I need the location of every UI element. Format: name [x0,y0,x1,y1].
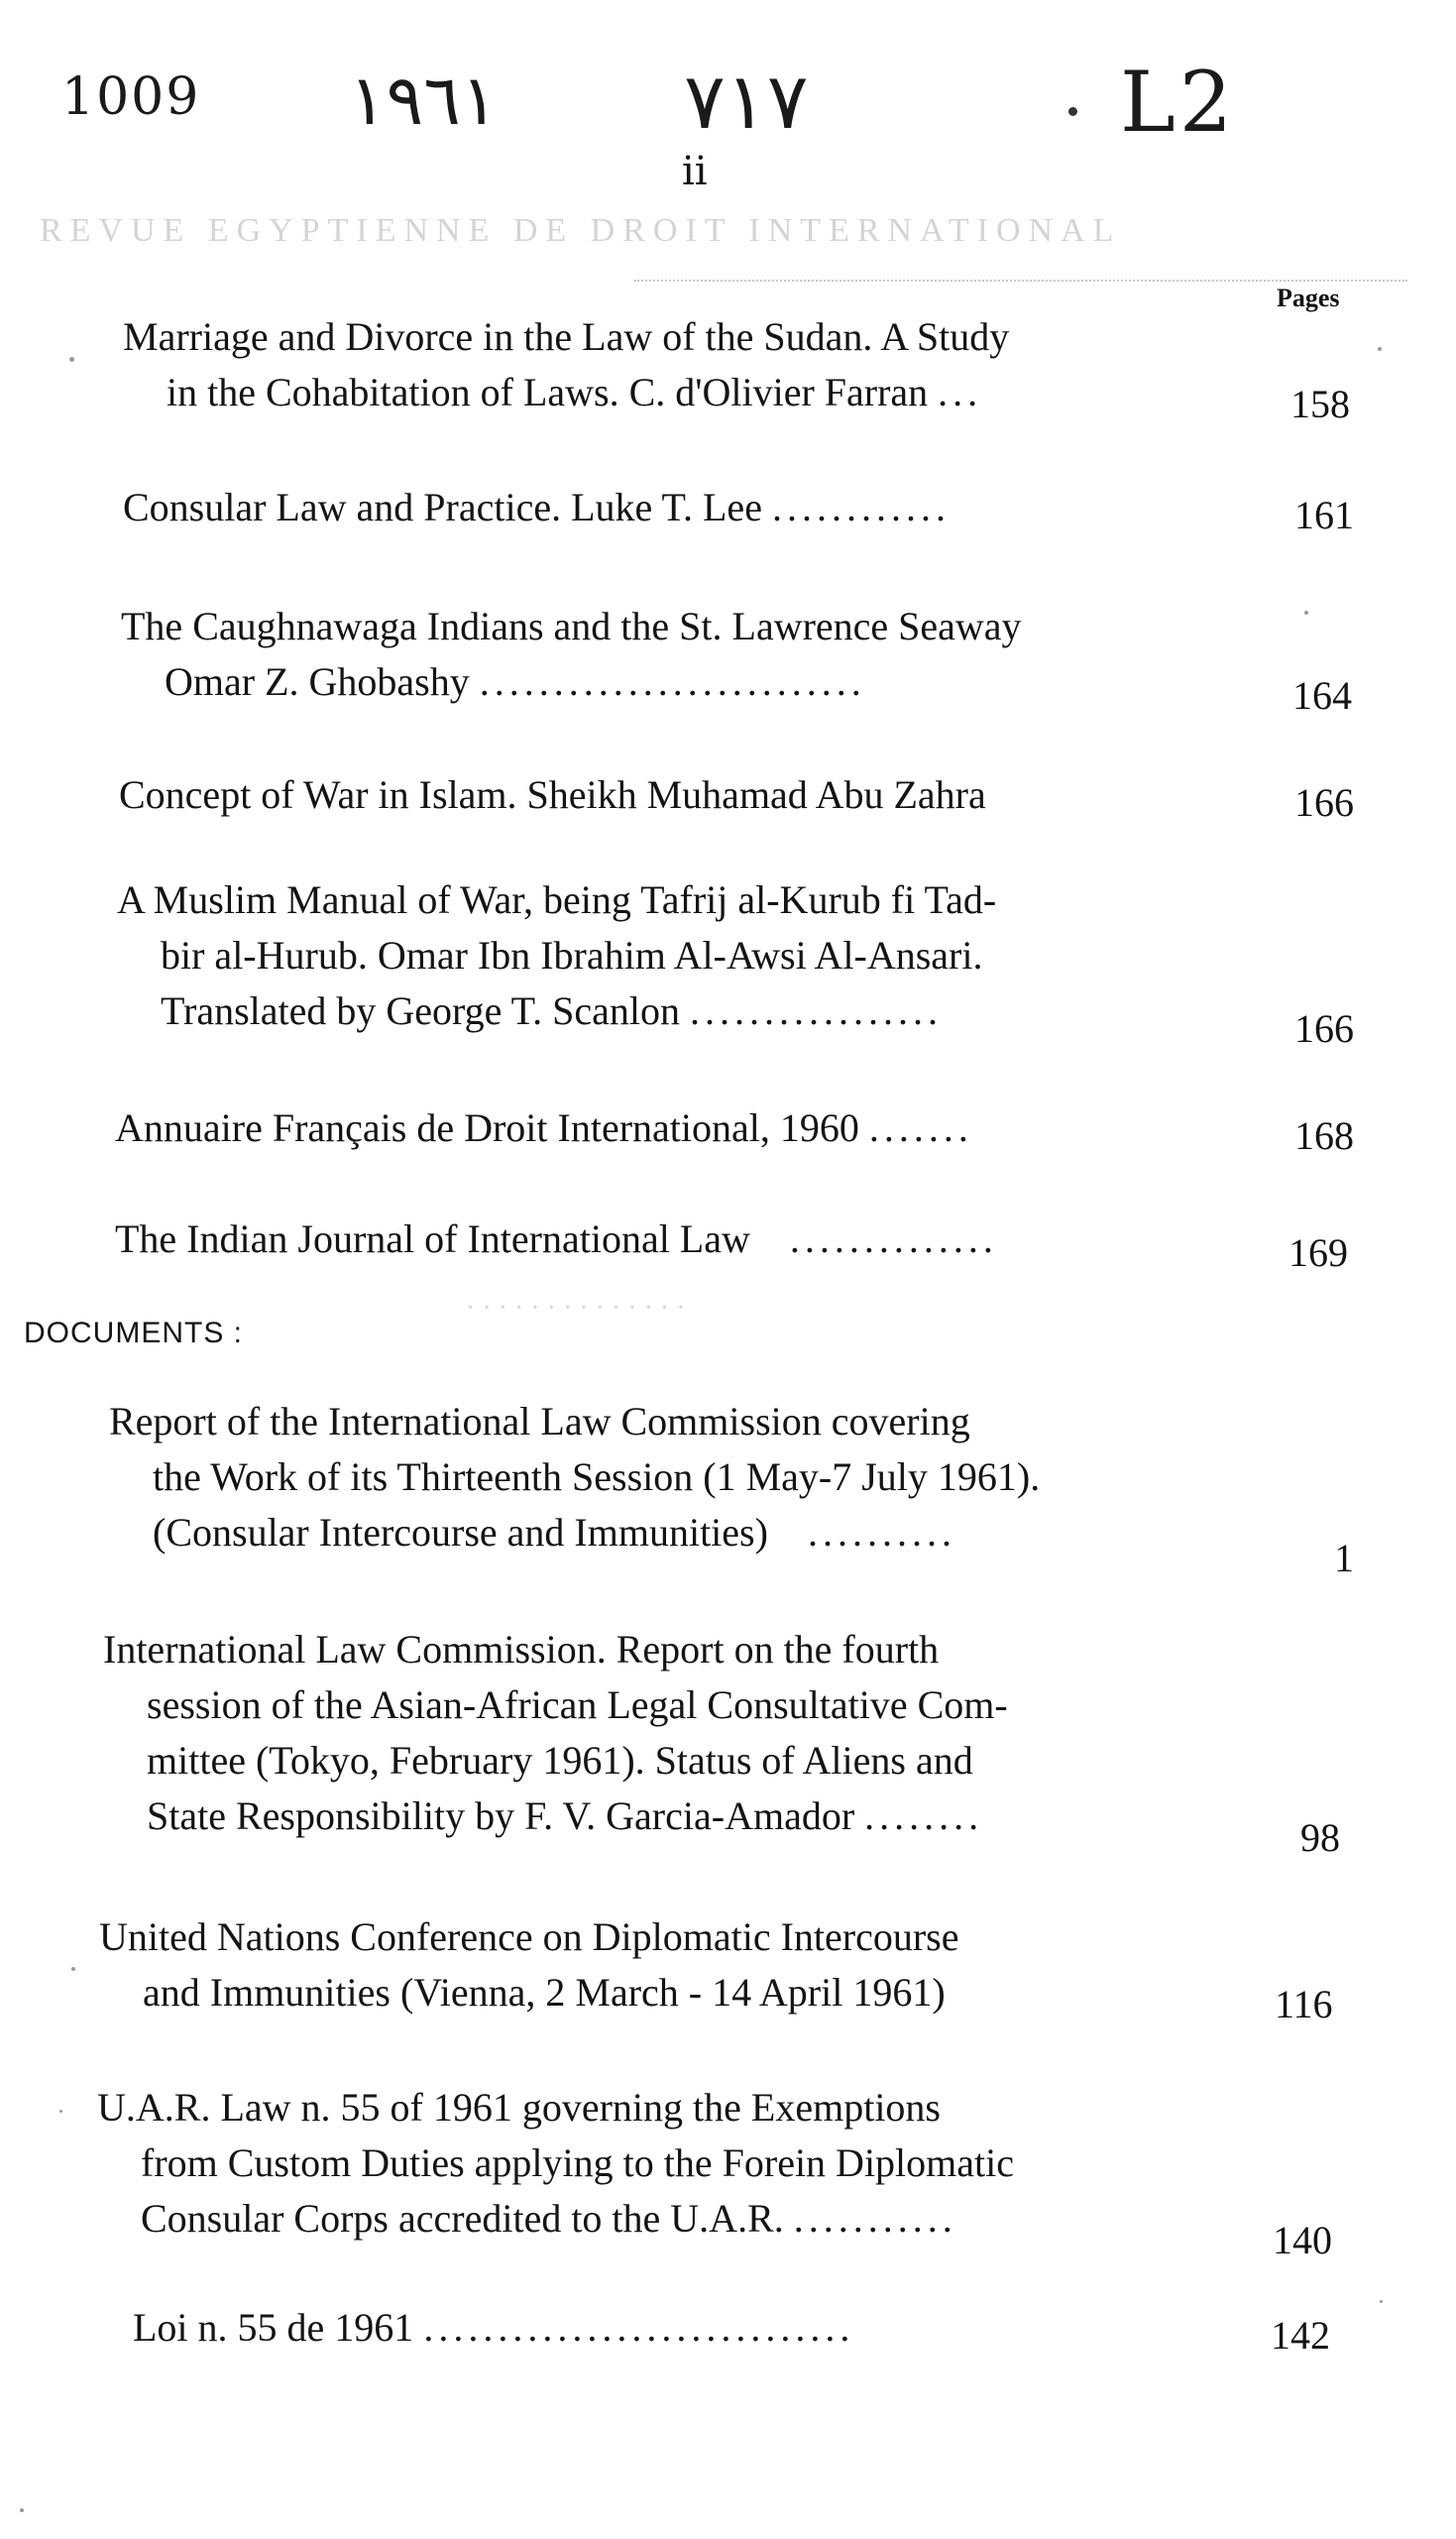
dot-leader: ........... [793,2196,957,2241]
dot-leader: .......................... [479,659,866,704]
entry-line: bir al-Hurub. Omar Ibn Ibrahim Al-Awsi Al-Ansari. [161,933,983,978]
entry-page-number: 161 [1294,493,1354,537]
entry-page-number: 158 [1290,382,1350,426]
scan-speck [71,1967,75,1971]
toc-entry [123,480,951,535]
entry-line [123,365,1009,420]
entry-line: from Custom Duties applying to the Forein Diplomatic [141,2140,1015,2185]
scan-speck [1378,347,1382,351]
entry-line [115,1100,973,1156]
entry-line-text: State Responsibility by F. V. Garcia-Amador [147,1793,855,1838]
dot-leader: .......... [807,1510,956,1555]
entry-line-text: Translated by George T. Scanlon [161,988,681,1033]
toc-entry [99,1909,959,2020]
entry-page-number: 142 [1271,2313,1330,2358]
scan-speck [20,2508,24,2512]
faint-mark: · · · · · · · · · · · · · · [466,1293,686,1324]
entry-line-text: Omar Z. Ghobashy [165,659,470,704]
entry-line: mittee (Tokyo, February 1961). Status of Aliens and [147,1738,973,1783]
entry-line-text: Annuaire Français de Droit International, 1960 [115,1105,859,1150]
scan-speck [1304,611,1308,615]
entry-line: Marriage and Divorce in the Law of the Sudan. A Study [123,314,1010,359]
entry-line-text: Consular Law and Practice. Luke T. Lee [123,485,762,529]
handwritten-mark: ٧١٧ [684,58,809,147]
entry-line-text: in the Cohabitation of Laws. C. d'Olivier Farran [167,370,929,414]
toc-entry [97,2080,1014,2247]
entry-line: A Muslim Manual of War, being Tafrij al-Kurub fi Tad- [117,877,997,922]
entry-line [121,654,1022,710]
entry-line-text: (Consular Intercourse and Immunities) [153,1510,768,1555]
entry-line: International Law Commission. Report on the fourth [103,1627,940,1672]
entry-page-number: 164 [1292,673,1352,718]
handwritten-mark: ١٩٦١ [349,59,499,141]
toc-entry [103,1622,1008,1844]
dot-leader: ............ [771,485,951,529]
scan-speck [59,2110,62,2113]
dot-leader: ............................. [423,2305,855,2350]
bleed-through-text: REVUE EGYPTIENNE DE DROIT INTERNATIONAL [40,212,1122,249]
entry-line-text: Consular Corps accredited to the U.A.R. [141,2196,784,2241]
dot-leader: ....... [868,1105,973,1150]
entry-line: Concept of War in Islam. Sheikh Muhamad Abu Zahra [119,772,986,817]
entry-line: session of the Asian-African Legal Consultative Com- [147,1682,1008,1727]
entry-line-text: The Indian Journal of International Law [115,1216,750,1261]
dot-leader: ................. [690,988,944,1033]
entry-page-number: 116 [1275,1982,1333,2026]
entry-line [97,2191,1014,2247]
entry-line [123,480,951,535]
entry-line: The Caughnawaga Indians and the St. Lawrence Seaway [121,604,1022,648]
toc-entry [133,2300,854,2356]
entry-line [103,1789,1008,1844]
dot-leader: ... [938,370,983,414]
dot-leader: .............. [789,1216,998,1261]
toc-entry [115,1212,998,1267]
entry-page-number: 1 [1334,1536,1354,1580]
entry-page-number: 169 [1288,1230,1348,1275]
scan-speck [69,357,74,362]
entry-line: and Immunities (Vienna, 2 March - 14 April 1961) [143,1970,946,2015]
entry-line [109,1505,1040,1560]
dot-leader: ........ [864,1793,984,1838]
entry-page-number: 140 [1273,2218,1332,2262]
toc-entry [123,309,1009,420]
handwritten-mark: 1009 [61,67,201,127]
entry-line-text: Loi n. 55 de 1961 [133,2305,414,2350]
toc-entry [117,872,996,1039]
entry-line [117,983,996,1039]
entry-page-number: 166 [1294,1006,1354,1051]
entry-page-number: 98 [1300,1815,1340,1860]
pages-column-header: Pages [1277,284,1340,312]
entry-page-number: 168 [1294,1113,1354,1158]
ink-dot [1068,107,1077,116]
toc-entry [119,767,986,823]
entry-line: United Nations Conference on Diplomatic Intercourse [99,1914,959,1959]
toc-entry [121,599,1022,710]
entry-line: the Work of its Thirteenth Session (1 May-7 July 1961). [153,1454,1041,1499]
page-number: ii [682,149,708,194]
bleed-through-rule [634,280,1407,282]
scan-speck [1380,2300,1383,2303]
entry-line [133,2300,854,2356]
handwritten-mark: L2 [1120,54,1237,151]
entry-page-number: 166 [1294,780,1354,825]
entry-line: Report of the International Law Commission covering [109,1399,970,1443]
entry-line [115,1212,998,1267]
toc-entry [115,1100,973,1156]
section-heading-documents: DOCUMENTS : [24,1317,243,1349]
toc-entry [109,1394,1040,1560]
entry-line: U.A.R. Law n. 55 of 1961 governing the Exemptions [97,2085,941,2130]
